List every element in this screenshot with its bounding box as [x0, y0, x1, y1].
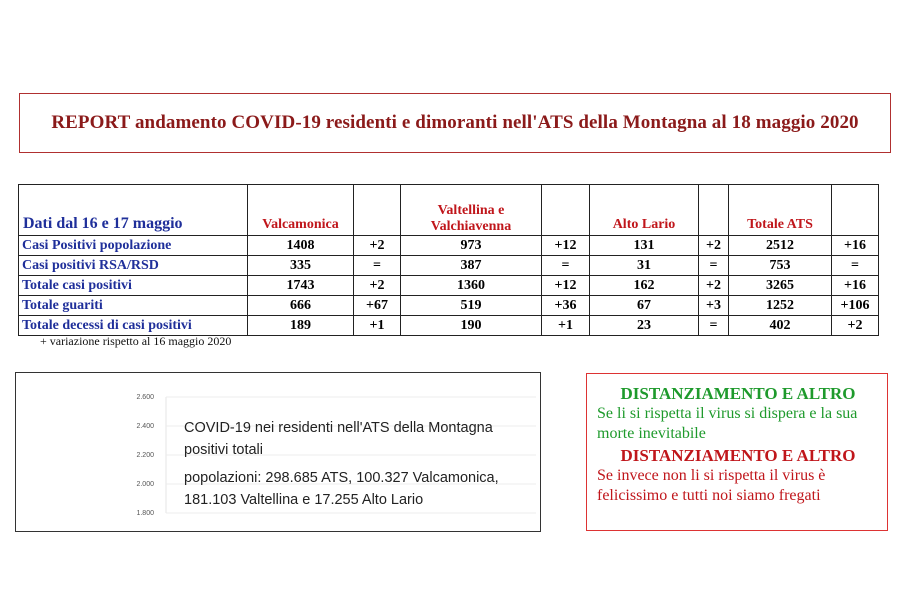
- table-cell: 189: [248, 316, 354, 336]
- table-cell: 31: [590, 256, 699, 276]
- table-cell: +12: [542, 276, 590, 296]
- table-cell: +2: [354, 276, 401, 296]
- table-footnote: + variazione rispetto al 16 maggio 2020: [40, 334, 232, 348]
- distancing-notice: [586, 373, 888, 531]
- table-cell: 162: [590, 276, 699, 296]
- table-cell: 131: [590, 236, 699, 256]
- header-valtellina: Valtellina e Valchiavenna: [401, 185, 542, 236]
- table-cell: 1743: [248, 276, 354, 296]
- chart-subtitle: positivi totali: [184, 442, 263, 458]
- table-cell: =: [832, 256, 879, 276]
- header-empty-cell: [832, 185, 879, 236]
- table-cell: 3265: [729, 276, 832, 296]
- table-cell: 2512: [729, 236, 832, 256]
- table-row: [19, 256, 879, 276]
- table-cell: +106: [832, 296, 879, 316]
- chart-caption: [184, 417, 499, 511]
- chart-population-line: popolazioni: 298.685 ATS, 100.327 Valcamonica,: [184, 470, 499, 486]
- row-label: Totale guariti: [19, 296, 248, 316]
- header-empty-cell: [542, 185, 590, 236]
- table-cell: +2: [699, 276, 729, 296]
- report-title-box: [19, 93, 891, 153]
- table-cell: 67: [590, 296, 699, 316]
- header-totale-ats: Totale ATS: [729, 185, 832, 236]
- table-cell: 335: [248, 256, 354, 276]
- header-alto-lario: Alto Lario: [590, 185, 699, 236]
- table-cell: +16: [832, 276, 879, 296]
- chart-box: [15, 372, 541, 532]
- table-corner-label: Dati dal 16 e 17 maggio: [19, 185, 248, 236]
- chart-population-line-2: 181.103 Valtellina e 17.255 Alto Lario: [184, 492, 424, 508]
- table-cell: +2: [832, 316, 879, 336]
- table-cell: 753: [729, 256, 832, 276]
- table-cell: 387: [401, 256, 542, 276]
- table-cell: 1252: [729, 296, 832, 316]
- table-row: [19, 236, 879, 256]
- table-cell: +16: [832, 236, 879, 256]
- notice-heading-green: DISTANZIAMENTO E ALTRO: [620, 384, 856, 403]
- report-title: REPORT andamento COVID-19 residenti e dimoranti nell'ATS della Montagna al 18 maggio 2020: [51, 112, 859, 133]
- table-cell: +36: [542, 296, 590, 316]
- row-label: Casi Positivi popolazione: [19, 236, 248, 256]
- table-cell: =: [699, 316, 729, 336]
- header-empty-cell: [699, 185, 729, 236]
- header-valcamonica: Valcamonica: [248, 185, 354, 236]
- table-cell: 1408: [248, 236, 354, 256]
- table-cell: +2: [699, 236, 729, 256]
- row-label: Totale casi positivi: [19, 276, 248, 296]
- table-cell: 402: [729, 316, 832, 336]
- table-cell: =: [542, 256, 590, 276]
- table-cell: +12: [542, 236, 590, 256]
- table-cell: =: [699, 256, 729, 276]
- notice-text-green: Se li si rispetta il virus si dispera e la sua morte inevitabile: [597, 405, 858, 442]
- table-cell: +67: [354, 296, 401, 316]
- table-cell: 973: [401, 236, 542, 256]
- table-cell: +1: [542, 316, 590, 336]
- table-cell: 519: [401, 296, 542, 316]
- y-tick-label: 2.600: [136, 394, 154, 401]
- table-cell: +3: [699, 296, 729, 316]
- notice-heading-red: DISTANZIAMENTO E ALTRO: [620, 446, 856, 465]
- chart-title: COVID-19 nei residenti nell'ATS della Montagna: [184, 420, 493, 436]
- table-cell: +2: [354, 236, 401, 256]
- table-cell: 190: [401, 316, 542, 336]
- notice-text-red: Se invece non li si rispetta il virus è felicissimo e tutti noi siamo fregati: [597, 467, 826, 504]
- y-tick-label: 2.400: [136, 423, 154, 430]
- table-row: [19, 316, 879, 336]
- table-cell: 666: [248, 296, 354, 316]
- y-tick-label: 2.000: [136, 481, 154, 488]
- table-cell: +1: [354, 316, 401, 336]
- table-row: [19, 276, 879, 296]
- header-empty-cell: [354, 185, 401, 236]
- y-tick-label: 2.200: [136, 452, 154, 459]
- covid-data-table: [18, 184, 879, 336]
- table-cell: =: [354, 256, 401, 276]
- table-header-row: [19, 185, 879, 236]
- table-row: [19, 296, 879, 316]
- row-label: Totale decessi di casi positivi: [19, 316, 248, 336]
- y-tick-label: 1.800: [136, 510, 154, 517]
- table-cell: 1360: [401, 276, 542, 296]
- table-cell: 23: [590, 316, 699, 336]
- row-label: Casi positivi RSA/RSD: [19, 256, 248, 276]
